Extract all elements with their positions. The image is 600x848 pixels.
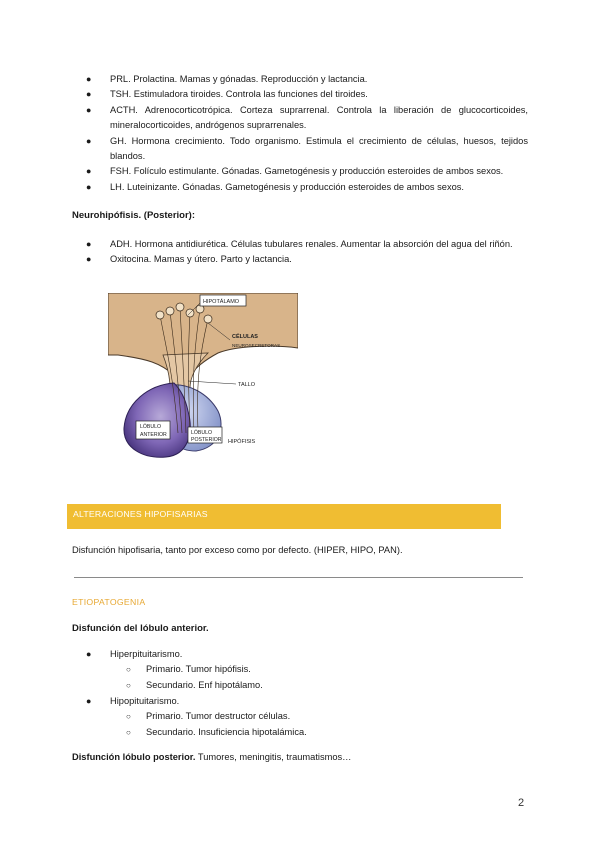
label-posterior-lobe-line2: POSTERIOR [191,437,222,443]
adenohypophysis-hormone-list [86,72,528,195]
list-item: ● Oxitocina. Mamas y útero. Parto y lactancia. [86,252,528,267]
list-item: ○ Primario. Tumor hipófisis. [126,662,263,678]
label-stalk: TALLO [238,382,256,388]
posterior-lobe-text: Tumores, meningitis, traumatismos… [195,752,352,762]
label-neurosecretory: NEUROSECRETORAS [232,343,281,348]
bullet-icon: ● [86,649,92,659]
list-item: ● Hipopituitarismo. [86,694,528,709]
anterior-lobe-heading: Disfunción del lóbulo anterior. [72,623,209,634]
etiopathogenesis-heading: ETIOPATOGENIA [72,597,146,607]
bullet-icon: ● [86,104,92,115]
hyperpituitarism-sublist [126,662,263,693]
bullet-icon: ● [86,696,92,706]
page-number: 2 [518,797,525,809]
bullet-icon: ● [86,239,92,249]
list-item: ● ACTH. Adrenocorticotrópica. Corteza suprarrenal. Controla la liberación de glucocorticoides, mineralocorticoides, andrógenos suprarrenales. [86,104,528,131]
bullet-icon: ● [86,74,92,84]
neurohypophysis-heading: Neurohipófisis. (Posterior): [72,210,195,221]
list-item: ● FSH. Folículo estimulante. Gónadas. Gametogénesis y producción esteroides de ambos sexos. [86,164,528,179]
section-band [67,504,501,529]
circle-bullet-icon: ○ [126,665,131,674]
list-item: ○ Primario. Tumor destructor células. [126,709,307,725]
label-posterior-lobe-line1: LÓBULO [191,430,213,436]
list-item: ● ADH. Hormona antidiurética. Células tubulares renales. Aumentar la absorción del agua del riñón. [86,237,528,252]
pituitary-illustration [108,293,298,463]
section-band-title: ALTERACIONES HIPOFISARIAS [73,509,208,519]
label-anterior-lobe-line1: LÓBULO [140,424,162,430]
neurohypophysis-hormone-list [86,237,528,268]
bullet-icon: ● [86,166,92,177]
list-item: ● TSH. Estimuladora tiroides. Controla las funciones del tiroides. [86,87,528,102]
hypopituitarism-sublist [126,709,307,740]
circle-bullet-icon: ○ [126,727,131,737]
divider [74,577,523,578]
hypopituitarism-item [86,694,528,709]
list-item: ● LH. Luteinizante. Gónadas. Gametogénesis y producción esteroides de ambos sexos. [86,180,528,195]
bullet-icon: ● [86,89,92,100]
list-item: ○ Secundario. Enf hipotálamo. [126,678,263,694]
list-item: ○ Secundario. Insuficiencia hipotalámica. [126,725,307,741]
bullet-icon: ● [86,181,92,192]
bullet-icon: ● [86,135,92,146]
label-hypothalamus: HIPOTÁLAMO [203,299,240,305]
label-cells: CÉLULAS [232,334,258,340]
list-item: ● Hiperpituitarismo. [86,647,528,662]
posterior-lobe-heading: Disfunción lóbulo posterior. [72,752,196,762]
label-anterior-lobe-line2: ANTERIOR [140,432,167,438]
bullet-icon: ● [86,254,92,265]
dysfunction-paragraph: Disfunción hipofisaria, tanto por exceso como por defecto. (HIPER, HIPO, PAN). [72,545,403,555]
anterior-lobe-shape [124,383,190,457]
circle-bullet-icon: ○ [126,680,131,690]
circle-bullet-icon: ○ [126,712,131,721]
label-hypophysis: HIPÓFISIS [228,439,256,445]
hyperpituitarism-item [86,647,528,662]
list-item: ● PRL. Prolactina. Mamas y gónadas. Reproducción y lactancia. [86,72,528,87]
posterior-lobe-paragraph [72,752,351,762]
list-item: ● GH. Hormona crecimiento. Todo organismo. Estimula el crecimiento de células, huesos, tejidos blandos. [86,135,528,162]
stalk-shape [163,353,208,388]
